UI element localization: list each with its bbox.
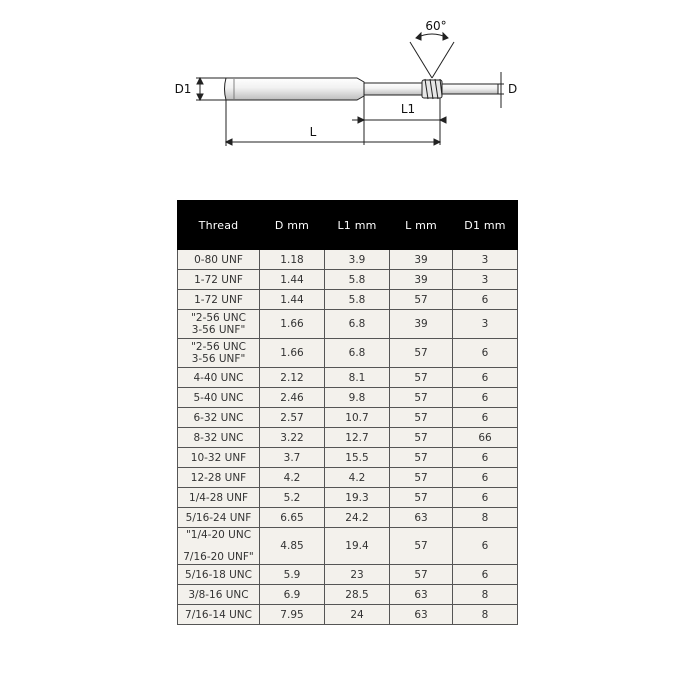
cell-d: 1.18: [260, 250, 325, 270]
d-label: D: [508, 82, 518, 96]
thread-line: 8-32 UNC: [193, 431, 244, 444]
cell-thread: [178, 448, 260, 468]
cell-l: 57: [390, 565, 453, 585]
cell-l1: 28.5: [325, 585, 390, 605]
cell-l1: 6.8: [325, 310, 390, 339]
cell-l: 63: [390, 605, 453, 625]
dimensions-table: [177, 200, 518, 625]
cell-thread: [178, 388, 260, 408]
table-header-row: [178, 201, 518, 250]
thread-line: 3/8-16 UNC: [188, 588, 249, 601]
header-d1-mm: D1 mm: [453, 201, 518, 250]
cell-d: 7.95: [260, 605, 325, 625]
cell-thread: [178, 310, 260, 339]
thread-line: 0-80 UNF: [194, 253, 243, 266]
cell-d: 4.2: [260, 468, 325, 488]
cell-l1: 5.8: [325, 290, 390, 310]
table-row: [178, 605, 518, 625]
cell-d1: 6: [453, 339, 518, 368]
tap-neck: [364, 83, 422, 95]
cell-l1: 12.7: [325, 428, 390, 448]
table-row: [178, 488, 518, 508]
cell-d1: 6: [453, 388, 518, 408]
cell-l1: 9.8: [325, 388, 390, 408]
l1-dimension: [352, 96, 446, 145]
thread-line: 1-72 UNF: [194, 273, 243, 286]
cell-d1: 3: [453, 310, 518, 339]
thread-line: 3-56 UNF": [191, 353, 246, 365]
thread-line: 10-32 UNF: [190, 451, 247, 464]
cell-d1: 6: [453, 408, 518, 428]
cell-l: 57: [390, 468, 453, 488]
cell-d1: 6: [453, 448, 518, 468]
cell-d: 4.85: [260, 528, 325, 565]
cell-thread: [178, 428, 260, 448]
cell-d1: 6: [453, 468, 518, 488]
cell-d: 3.22: [260, 428, 325, 448]
cell-l1: 6.8: [325, 339, 390, 368]
cell-l1: 19.3: [325, 488, 390, 508]
cell-d: 2.46: [260, 388, 325, 408]
cell-thread: [178, 250, 260, 270]
tap-thread: [422, 79, 442, 99]
l-label: L: [309, 125, 317, 139]
thread-line: 5/16-24 UNF: [185, 511, 252, 524]
thread-line: 6-32 UNC: [193, 411, 244, 424]
cell-d: 5.2: [260, 488, 325, 508]
table-row: [178, 388, 518, 408]
cell-d1: 8: [453, 508, 518, 528]
thread-line: 7/16-20 UNF": [183, 551, 254, 563]
tap-shank: [225, 78, 365, 100]
cell-d: 6.9: [260, 585, 325, 605]
cell-thread: [178, 605, 260, 625]
table-row: [178, 408, 518, 428]
table-row: [178, 310, 518, 339]
thread-line: "2-56 UNC: [191, 312, 246, 324]
table-row: [178, 468, 518, 488]
thread-line: "1/4-20 UNC: [185, 529, 252, 541]
tap-tip: [442, 84, 498, 94]
cell-l: 63: [390, 585, 453, 605]
cell-l1: 24: [325, 605, 390, 625]
table-body: [178, 250, 518, 625]
cell-d: 6.65: [260, 508, 325, 528]
cell-l1: 19.4: [325, 528, 390, 565]
table-row: [178, 565, 518, 585]
cell-l: 57: [390, 339, 453, 368]
cell-d1: 8: [453, 605, 518, 625]
cell-d1: 6: [453, 368, 518, 388]
cell-thread: [178, 565, 260, 585]
cell-d: 2.57: [260, 408, 325, 428]
cell-l1: 23: [325, 565, 390, 585]
table-row: [178, 508, 518, 528]
cell-thread: [178, 270, 260, 290]
d1-dimension: [196, 78, 226, 100]
thread-line: 1-72 UNF: [194, 293, 243, 306]
cell-thread: [178, 368, 260, 388]
cell-l: 57: [390, 528, 453, 565]
cell-l1: 24.2: [325, 508, 390, 528]
thread-line: "2-56 UNC: [191, 341, 246, 353]
cell-d: 3.7: [260, 448, 325, 468]
cell-l: 57: [390, 428, 453, 448]
header-d-mm: D mm: [260, 201, 325, 250]
cell-l1: 15.5: [325, 448, 390, 468]
cell-l1: 10.7: [325, 408, 390, 428]
cell-d1: 3: [453, 250, 518, 270]
cell-l: 57: [390, 388, 453, 408]
header-thread: Thread: [178, 201, 260, 250]
cell-thread: [178, 408, 260, 428]
cell-d: 5.9: [260, 565, 325, 585]
cell-thread: [178, 488, 260, 508]
header-l1-mm: L1 mm: [325, 201, 390, 250]
table-row: [178, 448, 518, 468]
table-row: [178, 339, 518, 368]
thread-line: 1/4-28 UNF: [189, 491, 248, 504]
cell-l: 57: [390, 488, 453, 508]
cell-l: 57: [390, 290, 453, 310]
cell-l: 57: [390, 448, 453, 468]
cell-d: 1.44: [260, 290, 325, 310]
cell-thread: [178, 290, 260, 310]
cell-l1: 4.2: [325, 468, 390, 488]
tap-dimension-diagram: [0, 0, 700, 160]
table-row: [178, 528, 518, 565]
cell-d1: 6: [453, 290, 518, 310]
table-row: [178, 368, 518, 388]
cell-d: 1.66: [260, 310, 325, 339]
thread-line: 3-56 UNF": [191, 324, 246, 336]
cell-d: 1.44: [260, 270, 325, 290]
cell-d: 2.12: [260, 368, 325, 388]
cell-l: 39: [390, 250, 453, 270]
cell-l1: 5.8: [325, 270, 390, 290]
thread-line: 12-28 UNF: [190, 471, 247, 484]
cell-l: 39: [390, 310, 453, 339]
cell-d1: 6: [453, 488, 518, 508]
cell-l: 39: [390, 270, 453, 290]
cell-l1: 3.9: [325, 250, 390, 270]
cell-l: 57: [390, 408, 453, 428]
cell-thread: [178, 508, 260, 528]
table-row: [178, 250, 518, 270]
cell-d1: 6: [453, 565, 518, 585]
d1-label: D1: [174, 82, 192, 96]
cell-thread: [178, 468, 260, 488]
thread-line: 7/16-14 UNC: [185, 608, 252, 621]
cell-l: 63: [390, 508, 453, 528]
thread-line: 4-40 UNC: [193, 371, 244, 384]
cell-d: 1.66: [260, 339, 325, 368]
cell-thread: [178, 339, 260, 368]
cell-l: 57: [390, 368, 453, 388]
table-row: [178, 585, 518, 605]
thread-line: 5/16-18 UNC: [185, 568, 252, 581]
cell-d1: 66: [453, 428, 518, 448]
cell-thread: [178, 585, 260, 605]
cell-d1: 6: [453, 528, 518, 565]
angle-label: 60°: [425, 19, 447, 33]
thread-line: 5-40 UNC: [193, 391, 244, 404]
table-row: [178, 428, 518, 448]
cell-d1: 3: [453, 270, 518, 290]
table-row: [178, 290, 518, 310]
table-row: [178, 270, 518, 290]
cell-thread: [178, 528, 260, 565]
thread-angle-indicator: [410, 33, 454, 78]
l1-label: L1: [400, 102, 416, 116]
header-l-mm: L mm: [390, 201, 453, 250]
d-dimension: [498, 72, 504, 108]
cell-l1: 8.1: [325, 368, 390, 388]
cell-d1: 8: [453, 585, 518, 605]
